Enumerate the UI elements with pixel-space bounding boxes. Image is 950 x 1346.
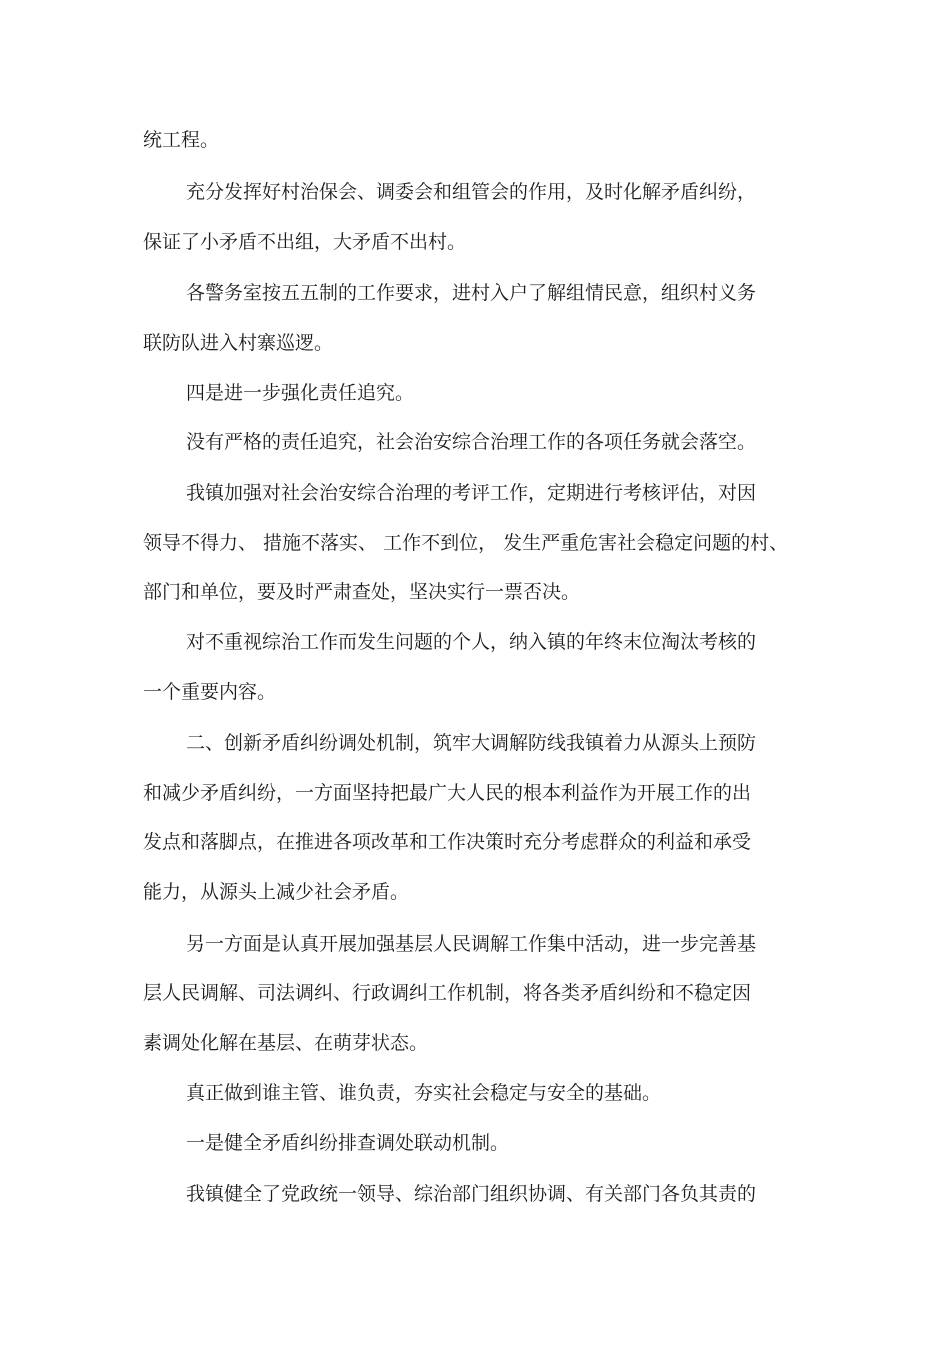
text-line-13: 二、创新矛盾纠纷调处机制，筑牢大调解防线我镇着力从源头上预防 — [186, 732, 757, 754]
text-line-14: 和减少矛盾纠纷，一方面坚持把最广大人民的根本利益作为开展工作的出 — [143, 782, 752, 804]
text-line-18: 层人民调解、司法调纠、行政调纠工作机制，将各类矛盾纠纷和不稳定因 — [143, 982, 752, 1004]
text-line-8: 我镇加强对社会治安综合治理的考评工作，定期进行考核评估，对因 — [186, 482, 757, 504]
text-line-20: 真正做到谁主管、谁负责，夯实社会稳定与安全的基础。 — [186, 1082, 662, 1104]
text-line-12: 一个重要内容。 — [143, 681, 277, 703]
text-line-1: 统工程。 — [143, 129, 220, 151]
text-line-9: 领导不得力、 措施不落实、 工作不到位， 发生严重危害社会稳定问题的村、 — [143, 532, 789, 554]
text-line-19: 素调处化解在基层、在萌芽状态。 — [143, 1032, 429, 1054]
text-line-4: 各警务室按五五制的工作要求，进村入户了解组情民意，组织村义务 — [186, 282, 757, 304]
text-line-10: 部门和单位，要及时严肃查处，坚决实行一票否决。 — [143, 581, 581, 603]
text-line-7: 没有严格的责任追究，社会治安综合治理工作的各项任务就会落空。 — [186, 431, 757, 453]
text-line-3: 保证了小矛盾不出组，大矛盾不出村。 — [143, 231, 467, 253]
text-line-21: 一是健全矛盾纠纷排查调处联动机制。 — [186, 1132, 510, 1154]
text-line-16: 能力，从源头上减少社会矛盾。 — [143, 881, 410, 903]
text-line-22: 我镇健全了党政统一领导、综治部门组织协调、有关部门各负其责的 — [186, 1183, 757, 1205]
text-line-11: 对不重视综治工作而发生问题的个人，纳入镇的年终末位淘汰考核的 — [186, 631, 757, 653]
text-line-17: 另一方面是认真开展加强基层人民调解工作集中活动，进一步完善基 — [186, 933, 757, 955]
text-line-6: 四是进一步强化责任追究。 — [186, 382, 415, 404]
text-line-2: 充分发挥好村治保会、调委会和组管会的作用，及时化解矛盾纠纷， — [186, 181, 757, 203]
text-line-5: 联防队进入村寨巡逻。 — [143, 332, 334, 354]
text-line-15: 发点和落脚点，在推进各项改革和工作决策时充分考虑群众的利益和承受 — [143, 831, 752, 853]
